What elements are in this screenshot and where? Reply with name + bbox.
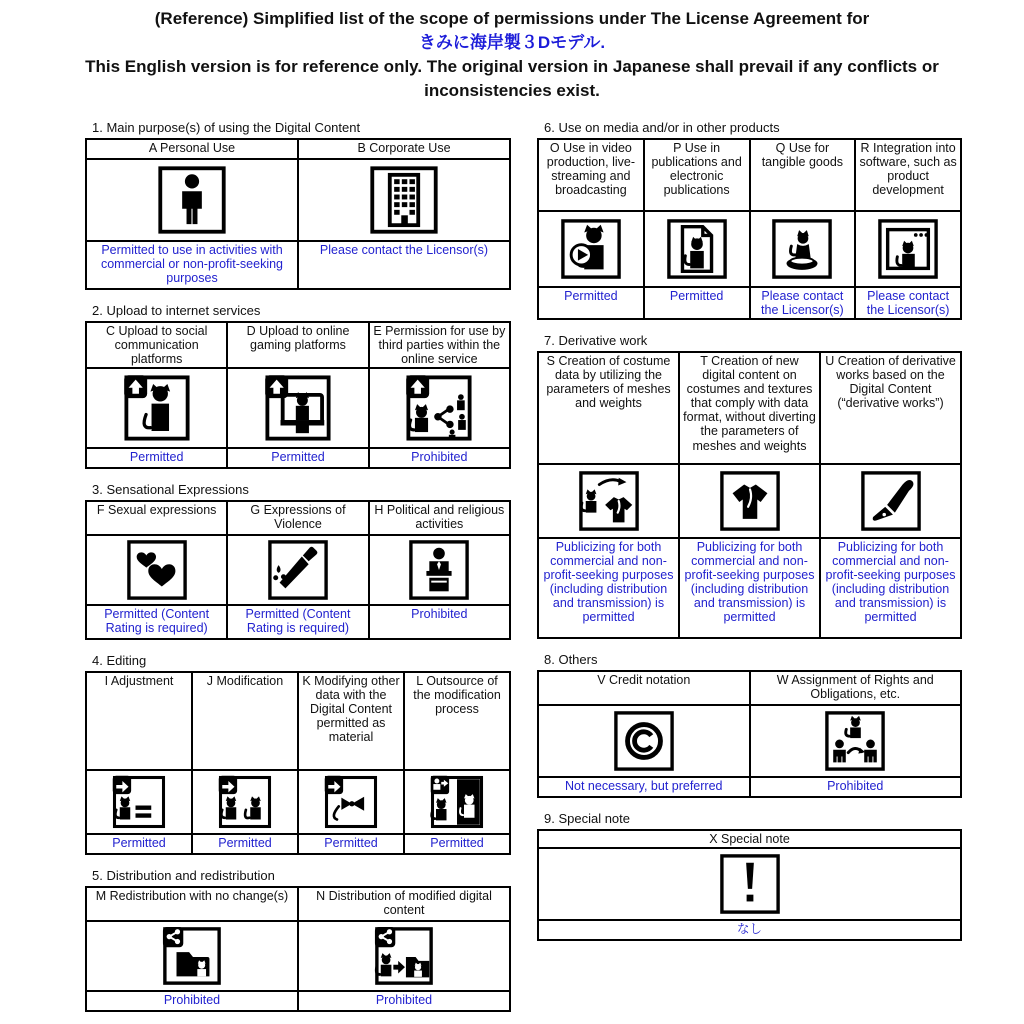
cell-icon-b bbox=[298, 159, 510, 241]
section-5-distribution bbox=[85, 855, 511, 1012]
section-1-main-purpose bbox=[85, 120, 511, 290]
cell-result-b: Please contact the Licensor(s) bbox=[298, 241, 510, 289]
corporate-building-icon bbox=[369, 165, 439, 235]
cell-icon-a bbox=[86, 159, 298, 241]
cell-result-p: Permitted bbox=[644, 287, 750, 319]
cell-result-h: Prohibited bbox=[369, 605, 510, 639]
cell-label-t: T Creation of new digital content on costumes and textures that comply with data format, without diverting the parameters of meshes and weights bbox=[679, 352, 820, 464]
cell-icon-h bbox=[369, 535, 510, 605]
cell-label-u: U Creation of derivative works based on the Digital Content (“derivative works”) bbox=[820, 352, 961, 464]
cell-icon-w bbox=[750, 705, 962, 777]
section-9-title: 9. Special note bbox=[544, 810, 631, 826]
right-column bbox=[537, 120, 962, 941]
cell-icon-c bbox=[86, 368, 227, 448]
cell-label-a: A Personal Use bbox=[86, 139, 298, 159]
cell-icon-q bbox=[750, 211, 856, 287]
hearts-icon bbox=[126, 539, 188, 601]
cell-result-m: Prohibited bbox=[86, 991, 298, 1011]
section-4-title: 4. Editing bbox=[92, 652, 147, 668]
cell-label-n: N Distribution of modified digital content bbox=[298, 887, 510, 921]
cell-label-v: V Credit notation bbox=[538, 671, 750, 705]
section-6-media-use bbox=[537, 120, 962, 320]
cell-result-l: Permitted bbox=[404, 834, 510, 854]
cell-icon-p bbox=[644, 211, 750, 287]
cell-label-p: P Use in publications and electronic publications bbox=[644, 139, 750, 211]
cell-result-d: Permitted bbox=[227, 448, 368, 468]
cell-result-u: Publicizing for both commercial and non-profit-seeking purposes (including distribution and transmission) is permitted bbox=[820, 538, 961, 638]
cell-result-j: Permitted bbox=[192, 834, 298, 854]
cell-label-k: K Modifying other data with the Digital Content permitted as material bbox=[298, 672, 404, 770]
podium-speech-icon bbox=[408, 539, 470, 601]
cell-label-g: G Expressions of Violence bbox=[227, 501, 368, 535]
cell-label-s: S Creation of costume data by utilizing the parameters of meshes and weights bbox=[538, 352, 679, 464]
section-9-special-note bbox=[537, 798, 962, 941]
new-costume-icon bbox=[719, 470, 781, 532]
cell-label-r: R Integration into software, such as product development bbox=[855, 139, 961, 211]
section-4-editing bbox=[85, 640, 511, 855]
person-icon bbox=[157, 165, 227, 235]
cell-icon-x bbox=[538, 848, 961, 920]
header-line-3: This English version is for reference only. The original version in Japanese shall prevail if any conflicts or inconsistencies exist. bbox=[85, 57, 939, 101]
cell-result-v: Not necessary, but preferred bbox=[538, 777, 750, 797]
left-column bbox=[85, 120, 511, 1012]
cell-result-q: Please contact the Licensor(s) bbox=[750, 287, 856, 319]
cell-icon-l bbox=[404, 770, 510, 834]
costume-data-icon bbox=[578, 470, 640, 532]
cell-label-b: B Corporate Use bbox=[298, 139, 510, 159]
cell-result-k: Permitted bbox=[298, 834, 404, 854]
cell-icon-m bbox=[86, 921, 298, 991]
derivative-pen-icon bbox=[860, 470, 922, 532]
document-header bbox=[0, 0, 1024, 104]
section-2-upload bbox=[85, 290, 511, 469]
cell-icon-s bbox=[538, 464, 679, 538]
cell-result-a: Permitted to use in activities with commercial or non-profit-seeking purposes bbox=[86, 241, 298, 289]
cell-icon-v bbox=[538, 705, 750, 777]
section-7-title: 7. Derivative work bbox=[544, 332, 648, 348]
section-8-table bbox=[537, 670, 962, 798]
section-7-derivative bbox=[537, 320, 962, 639]
cell-icon-r bbox=[855, 211, 961, 287]
cell-result-f: Permitted (Content Rating is required) bbox=[86, 605, 227, 639]
cell-icon-t bbox=[679, 464, 820, 538]
cell-icon-n bbox=[298, 921, 510, 991]
cell-icon-d bbox=[227, 368, 368, 448]
adjustment-icon bbox=[111, 774, 167, 830]
cell-result-t: Publicizing for both commercial and non-profit-seeking purposes (including distribution and transmission) is permitted bbox=[679, 538, 820, 638]
cell-label-l: L Outsource of the modification process bbox=[404, 672, 510, 770]
cell-result-x: なし bbox=[538, 920, 961, 940]
software-integration-icon bbox=[877, 218, 939, 280]
cell-result-c: Permitted bbox=[86, 448, 227, 468]
rights-assignment-icon bbox=[824, 710, 886, 772]
outsource-icon bbox=[429, 774, 485, 830]
material-modify-icon bbox=[323, 774, 379, 830]
third-party-share-icon bbox=[404, 373, 474, 443]
cell-icon-i bbox=[86, 770, 192, 834]
video-production-icon bbox=[560, 218, 622, 280]
cell-icon-f bbox=[86, 535, 227, 605]
cell-result-g: Permitted (Content Rating is required) bbox=[227, 605, 368, 639]
upload-social-icon bbox=[122, 373, 192, 443]
modified-distribution-icon bbox=[373, 925, 435, 987]
cell-label-x: X Special note bbox=[538, 830, 961, 848]
section-2-title: 2. Upload to internet services bbox=[92, 302, 261, 318]
section-3-table bbox=[85, 500, 511, 640]
cell-label-h: H Political and religious activities bbox=[369, 501, 510, 535]
section-9-table bbox=[537, 829, 962, 941]
section-1-title: 1. Main purpose(s) of using the Digital Content bbox=[92, 119, 361, 135]
cell-label-o: O Use in video production, live-streaming and broadcasting bbox=[538, 139, 644, 211]
cell-icon-k bbox=[298, 770, 404, 834]
cell-label-w: W Assignment of Rights and Obligations, etc. bbox=[750, 671, 962, 705]
cell-icon-g bbox=[227, 535, 368, 605]
cell-icon-o bbox=[538, 211, 644, 287]
cell-icon-j bbox=[192, 770, 298, 834]
cell-label-m: M Redistribution with no change(s) bbox=[86, 887, 298, 921]
cell-label-q: Q Use for tangible goods bbox=[750, 139, 856, 211]
section-8-others bbox=[537, 639, 962, 798]
copyright-icon bbox=[613, 710, 675, 772]
section-6-table bbox=[537, 138, 962, 320]
cell-icon-u bbox=[820, 464, 961, 538]
header-model-name: きみに海岸製３Dモデル. bbox=[418, 33, 606, 53]
cell-label-f: F Sexual expressions bbox=[86, 501, 227, 535]
section-1-table bbox=[85, 138, 511, 290]
section-3-sensational bbox=[85, 469, 511, 640]
section-8-title: 8. Others bbox=[544, 651, 598, 667]
cell-label-d: D Upload to online gaming platforms bbox=[227, 322, 368, 368]
cell-result-r: Please contact the Licensor(s) bbox=[855, 287, 961, 319]
publication-icon bbox=[666, 218, 728, 280]
section-4-table bbox=[85, 671, 511, 855]
header-line-1: (Reference) Simplified list of the scope of permissions under The License Agreement for bbox=[154, 9, 870, 28]
section-5-table bbox=[85, 886, 511, 1012]
cell-label-e: E Permission for use by third parties within the online service bbox=[369, 322, 510, 368]
exclamation-icon bbox=[719, 853, 781, 915]
cell-label-j: J Modification bbox=[192, 672, 298, 770]
cell-label-i: I Adjustment bbox=[86, 672, 192, 770]
section-3-title: 3. Sensational Expressions bbox=[92, 481, 249, 497]
cell-icon-e bbox=[369, 368, 510, 448]
cell-result-i: Permitted bbox=[86, 834, 192, 854]
cell-result-n: Prohibited bbox=[298, 991, 510, 1011]
cell-label-c: C Upload to social communication platforms bbox=[86, 322, 227, 368]
modification-icon bbox=[217, 774, 273, 830]
section-7-table bbox=[537, 351, 962, 639]
cell-result-o: Permitted bbox=[538, 287, 644, 319]
section-5-title: 5. Distribution and redistribution bbox=[92, 867, 275, 883]
redistribution-folder-icon bbox=[161, 925, 223, 987]
knife-icon bbox=[267, 539, 329, 601]
content-columns bbox=[85, 120, 962, 1012]
section-2-table bbox=[85, 321, 511, 469]
tangible-goods-icon bbox=[771, 218, 833, 280]
upload-gaming-icon bbox=[263, 373, 333, 443]
section-6-title: 6. Use on media and/or in other products bbox=[544, 119, 780, 135]
cell-result-e: Prohibited bbox=[369, 448, 510, 468]
cell-result-s: Publicizing for both commercial and non-profit-seeking purposes (including distribution and transmission) is permitted bbox=[538, 538, 679, 638]
cell-result-w: Prohibited bbox=[750, 777, 962, 797]
